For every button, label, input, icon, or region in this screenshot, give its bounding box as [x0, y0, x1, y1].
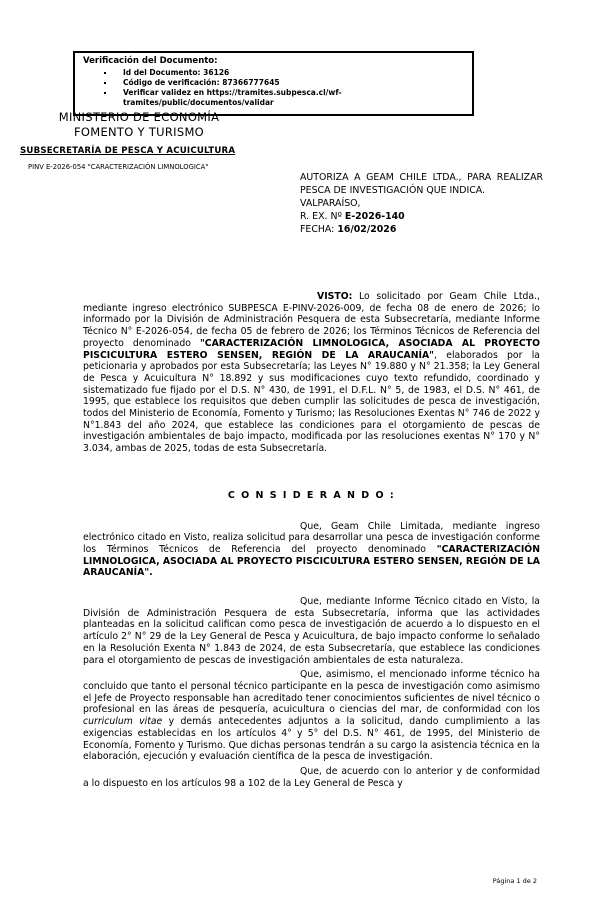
verification-url: ▪ Verificar validez en https://tramites.subpesca.cl/wf-tramites/public/documentos/validar: [115, 88, 464, 108]
page-number: Página 1 de 2: [492, 877, 537, 885]
considerando-paragraph-1: [83, 521, 540, 580]
considerando-paragraph-2: Que, mediante Informe Técnico citado en Visto, la División de Administración Pesquera de esta Subsecretaría, informa que las actividades planteadas en la solicitud califican como pesca de investigación de acuerdo a lo dispuesto en el artículo 2° N° 29 de la Ley General de Pesca y Acuicultura, de bajo impacto conforme lo señalado en la Resolución Exenta N° 1.843 de 2024, de esta Subsecretaría, que establece las condiciones para el otorgamiento de pescas de investigación ambientales de esta naturaleza.: [83, 596, 540, 666]
considerando-p1-text: Que, Geam Chile Limitada, mediante ingreso electrónico citado en Visto, realiza solicitud para desarrollar una pesca de investigación conforme los Términos Técnicos de Referencia del proyecto denominado: [83, 520, 540, 555]
ministry-line1: MINISTERIO DE ECONOMÍA: [58, 110, 220, 124]
ministry-line2: FOMENTO Y TURISMO: [73, 125, 205, 139]
verification-doc-id: ▪ Id del Documento: 36126: [115, 68, 464, 78]
visto-rest: , elaborados por la peticionaria y aprobados por esta Subsecretaría; las Leyes N° 19.880 y N° 21.358; la Ley General de Pesca y Acuicultura N° 18.892 y sus modificaciones cuyo texto refundido, coordinado y sistematizado fue fijado por el D.S. N° 430, de 1991, el D.F.L. N° 5, de 1983, el D.S. N° 461, de 1995, que establece los requisitos que deben cumplir las solicitudes de pesca de investigación, todos del Ministerio de Economía, Fomento y Turismo; las Resoluciones Exentas N° 746 de 2022 y N°1.843 del año 2024, que establece las condiciones para el otorgamiento de pescas de investigación ambientales de bajo impacto, modificada por las resoluciones exentas N° 170 y N° 3.034, ambas de 2025, todas de esta Subsecretaría.: [83, 349, 540, 455]
visto-project-title: "CARACTERIZACIÓN LIMNOLOGICA, ASOCIADA AL PROYECTO PISCICULTURA ESTERO SENSEN, REGIÓN DE LA ARAUCANÍA": [83, 337, 540, 361]
resolution-date-line: [300, 223, 543, 236]
resolution-number-label: R. EX. Nº: [300, 211, 345, 222]
considerando-p1-project-title: "CARACTERIZACIÓN LIMNOLOGICA, ASOCIADA AL PROYECTO PISCICULTURA ESTERO SENSEN, REGIÓN DE LA ARAUCANÍA".: [83, 543, 540, 579]
considerando-p3-text-a: Que, asimismo, el mencionado informe técnico ha concluido que tanto el personal técnico participante en la pesca de investigación como asimismo el Jefe de Proyecto responsable han acreditado tener conocimientos suficientes de nivel técnico o profesional en las áreas de pesquería, acuicultura o ciencias del mar, de conformidad con los: [83, 669, 540, 716]
resolution-number-line: [300, 210, 543, 223]
visto-label: VISTO:: [317, 291, 353, 302]
verification-box: [73, 51, 474, 116]
considerando-heading: C O N S I D E R A N D O :: [227, 489, 396, 501]
visto-paragraph: [83, 291, 540, 455]
considerando-paragraph-4: Que, de acuerdo con lo anterior y de conformidad a lo dispuesto en los artículos 98 a 102 de la Ley General de Pesca y: [83, 765, 540, 789]
resolution-date-label: FECHA:: [300, 224, 338, 235]
verification-title: Verificación del Documento:: [83, 56, 218, 66]
city-line: VALPARAÍSO,: [300, 198, 361, 209]
resolution-heading-block: [300, 171, 543, 236]
verification-list: [83, 68, 464, 108]
considerando-paragraph-3: [83, 669, 540, 763]
resolution-date: 16/02/2026: [337, 224, 397, 235]
visto-intro: Lo solicitado por Geam Chile Ltda., mediante ingreso electrónico SUBPESCA E-PINV-2026-009, de fecha 08 de enero de 2026; lo informado por la División de Administración Pesquera de esta Subsecretaría, mediante Informe Técnico N° E-2026-054, de fecha 05 de febrero de 2026; los Términos Técnicos de Referencia del proyecto denominado: [83, 291, 540, 349]
document-body: [83, 291, 540, 789]
resolution-subject: AUTORIZA A GEAM CHILE LTDA., PARA REALIZAR PESCA DE INVESTIGACIÓN QUE INDICA.: [300, 172, 543, 196]
verification-code: ▪ Código de verificación: 87366777645: [115, 78, 464, 88]
ministry-name: [20, 110, 258, 140]
resolution-number: E-2026-140: [344, 211, 405, 222]
considerando-p3-latin-term: curriculum vitae: [83, 716, 163, 728]
subsecretaria-title: SUBSECRETARÍA DE PESCA Y ACUICULTURA: [20, 146, 236, 156]
considerando-p3-text-b: y demás antecedentes adjuntos a la solicitud, dando cumplimiento a las exigencias establecidas en los artículos 4° y 5° del D.S. N° 461, de 1995, del Ministerio de Economía, Fomento y Turismo. Que dichas personas tendrán a su cargo la asistencia técnica en la elaboración, ejecución y evaluación científica de la pesca de investigación.: [83, 716, 540, 763]
pinv-reference: PINV E-2026-054 "CARACTERIZACIÓN LIMNOLOGICA": [28, 163, 209, 171]
